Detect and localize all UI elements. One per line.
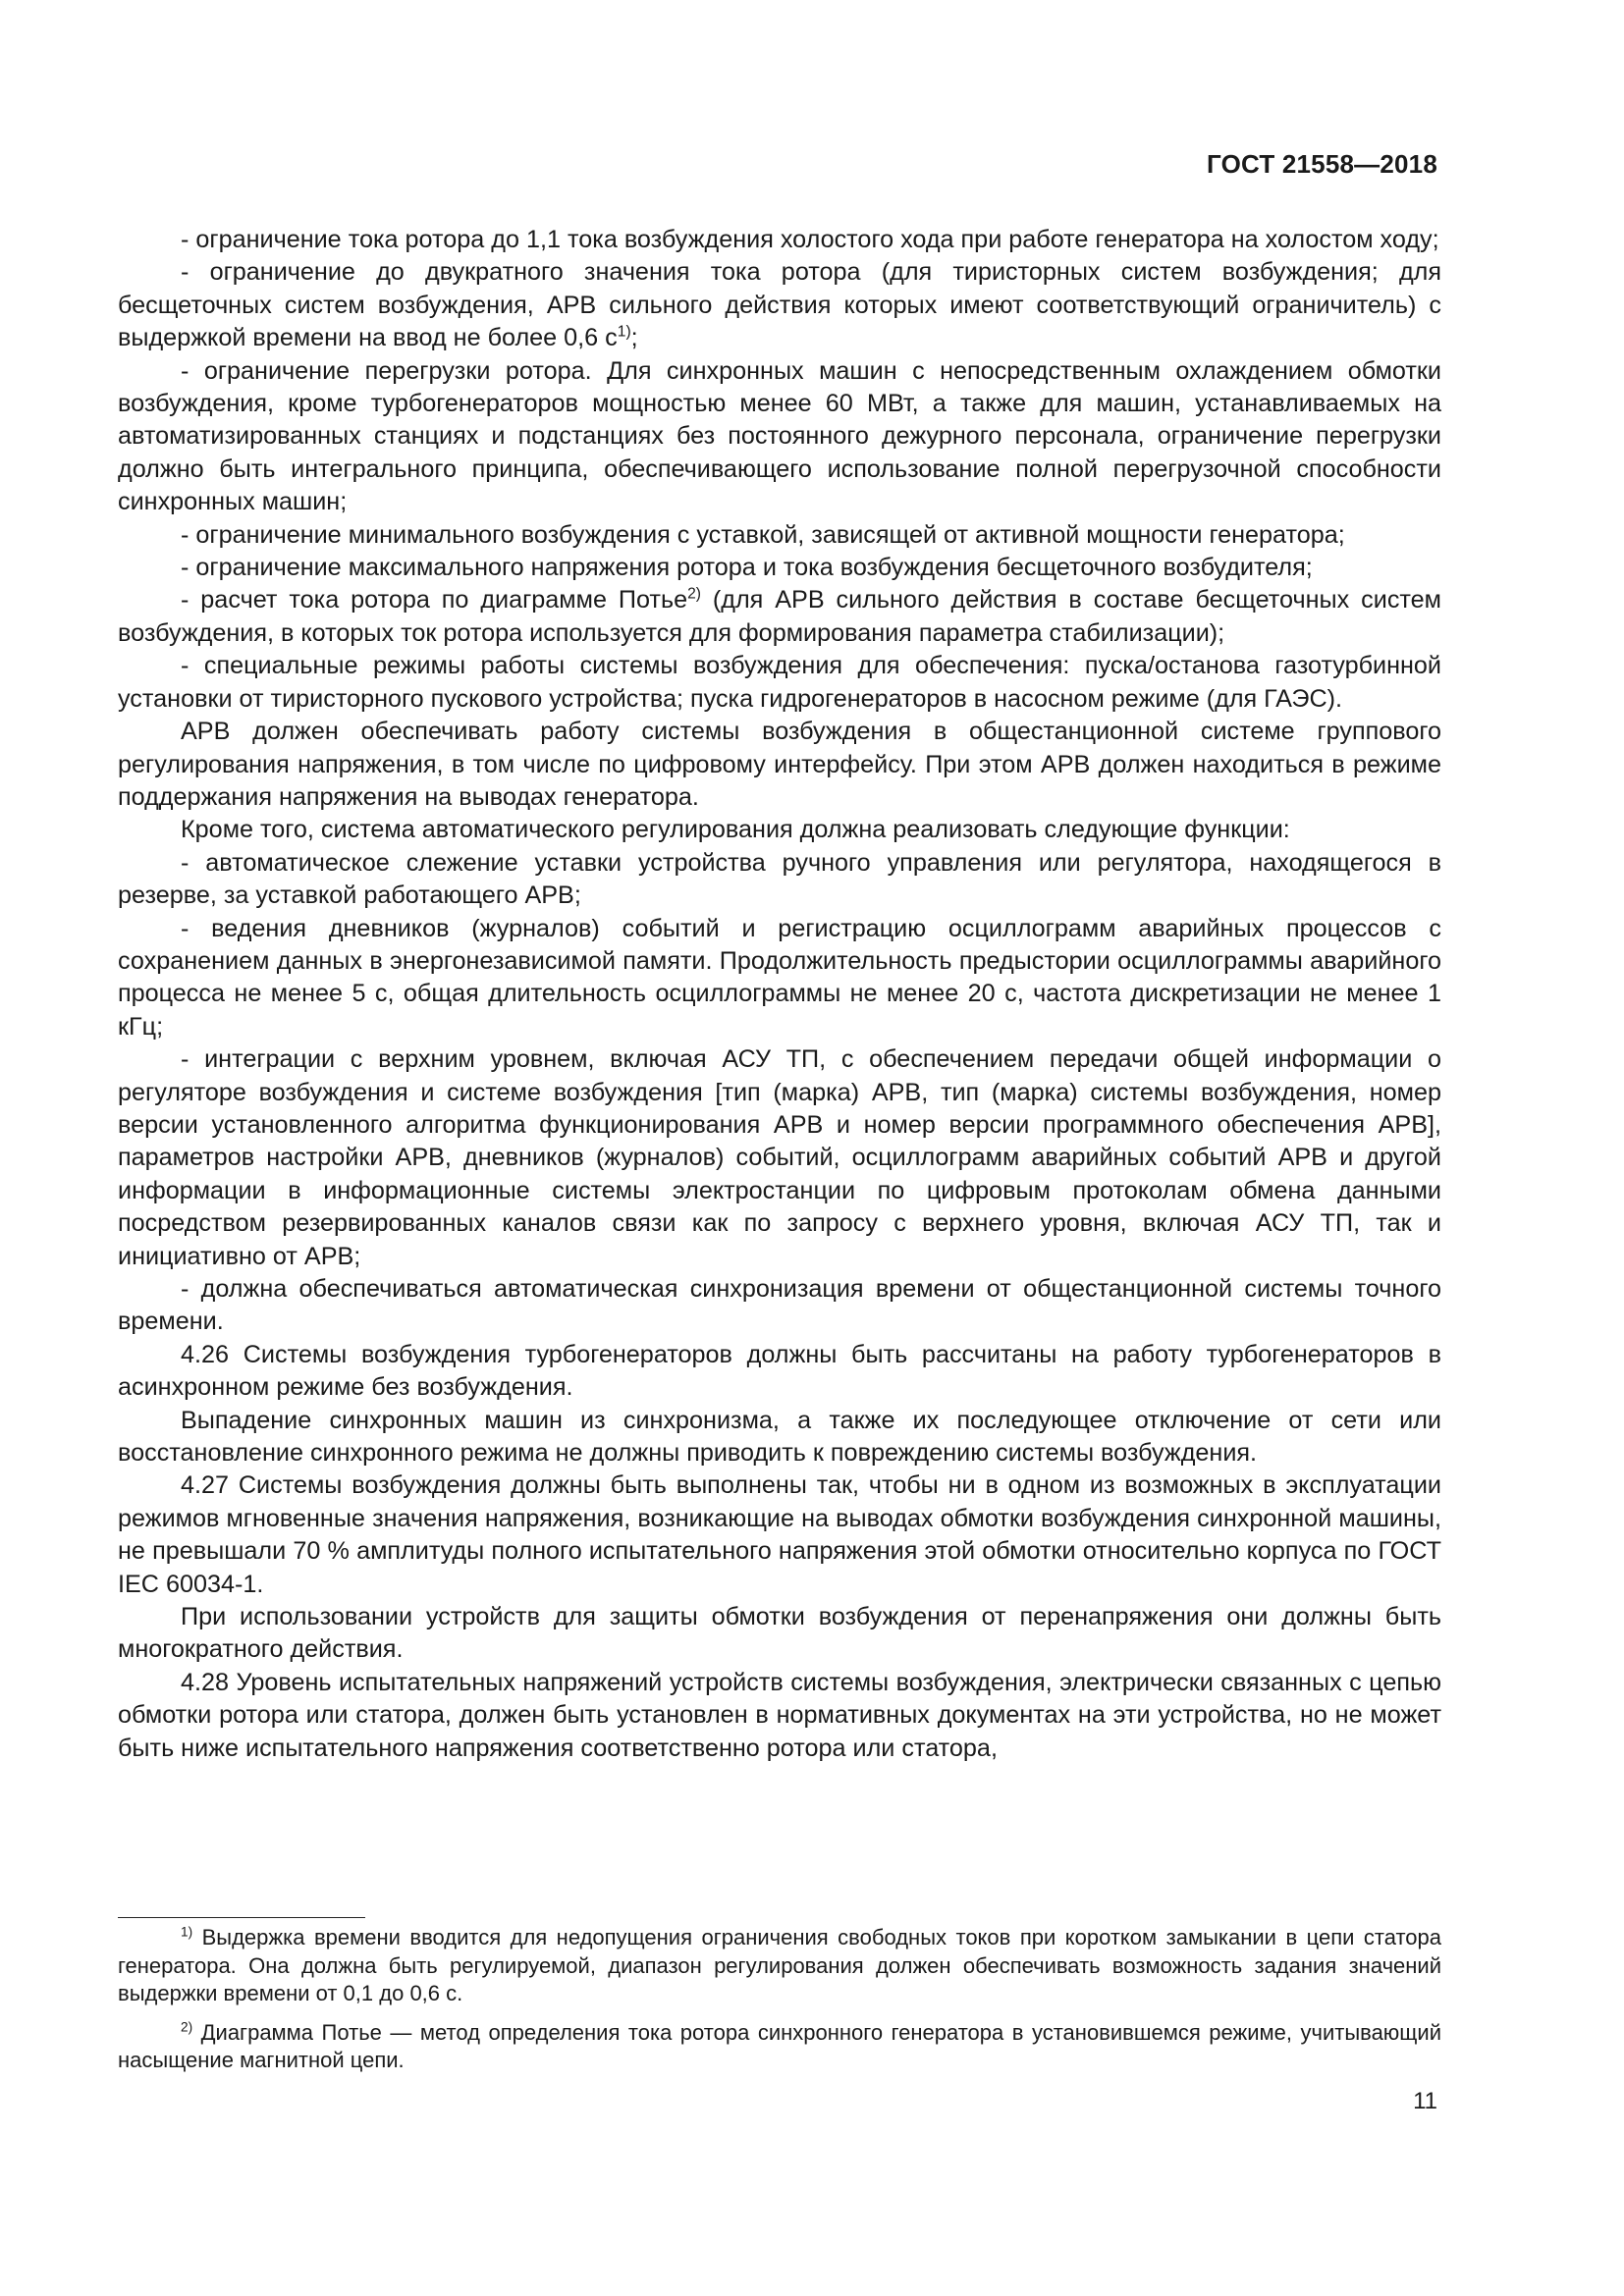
paragraph: Кроме того, система автоматического регулирования должна реализовать следующие функции: (181, 816, 1290, 844)
paragraph: 4.28 Уровень испытательных напряжений устройств системы возбуждения, электрически связанных с цепью обмотки ротора или статора, должен быть установлен в нормативных документах на эти устройства, но не может быть ниже испытательного напряжения соответственно ротора или статора, (118, 1668, 1441, 1762)
paragraph: При использовании устройств для защиты обмотки возбуждения от перенапряжения они должны быть многократного действия. (118, 1603, 1441, 1664)
footnotes (118, 1924, 1441, 2086)
document-header: ГОСТ 21558—2018 (1207, 149, 1437, 179)
main-text (118, 224, 1441, 1765)
paragraph: - ограничение максимального напряжения ротора и тока возбуждения бесщеточного возбудителя; (181, 554, 1313, 582)
paragraph: - интеграции с верхним уровнем, включая АСУ ТП, с обеспечением передачи общей информации о регуляторе возбуждения и системе возбуждения [тип (марка) АРВ, тип (марка) системы возбуждения, номер версии установленного алгоритма функционирования АРВ и номер версии программного обеспечения АРВ], параметров настройки АРВ, дневников (журналов) событий, осциллограмм аварийных событий АРВ и другой информации в информационные системы электростанции по цифровым протоколам обмена данными посредством резервированных каналов связи как по запросу с верхнего уровня, включая АСУ ТП, так и инициативно от АРВ; (118, 1045, 1441, 1270)
paragraph: - ограничение перегрузки ротора. Для синхронных машин с непосредственным охлаждением обмотки возбуждения, кроме турбогенераторов мощностью менее 60 МВт, а также для машин, устанавливаемых на автоматизированных станциях и подстанциях без постоянного дежурного персонала, ограничение перегрузки должно быть интегрального принципа, обеспечивающего использование полной перегрузочной способности синхронных машин; (118, 356, 1441, 516)
footnote-marker: 2) (181, 2019, 193, 2035)
paragraph: - ограничение тока ротора до 1,1 тока возбуждения холостого хода при работе генератора на холостом ходу; (181, 226, 1439, 253)
footnote-ref[interactable]: 1) (617, 323, 631, 341)
footnote: $^{1)}$ Выдержка времени вводится для недопущения ограничения свободных токов при коротком замыкании в цепи статора генератора. Она должна быть регулируемой, диапазон регулирования должен обеспечивать возможность задания значений выдержки времени от 0,1 до 0,6 с. (118, 1924, 1441, 2005)
paragraph: Выпадение синхронных машин из синхронизма, а также их последующее отключение от сети или восстановление синхронного режима не должны приводить к повреждению системы возбуждения. (118, 1406, 1441, 1468)
paragraph: - ограничение до двукратного значения тока ротора (для тиристорных систем возбуждения; для бесщеточных систем возбуждения, АРВ сильного действия которых имеют соответствующий ограничитель) с выдержкой времени на ввод не более 0,6 $с^{1)}$; (118, 258, 1441, 352)
page-number: 11 (1413, 2088, 1437, 2114)
paragraph: - автоматическое слежение уставки устройства ручного управления или регулятора, находящегося в резерве, за уставкой работающего АРВ; (118, 848, 1441, 910)
paragraph: 4.26 Системы возбуждения турбогенераторов должны быть рассчитаны на работу турбогенераторов в асинхронном режиме без возбуждения. (118, 1340, 1441, 1402)
footnote-ref[interactable]: 2) (687, 586, 701, 604)
paragraph: - ведения дневников (журналов) событий и регистрацию осциллограмм аварийных процессов с сохранением данных в энергонезависимой памяти. Продолжительность предыстории осциллограммы аварийного процесса не менее 5 с, общая длительность осциллограммы не менее 20 с, частота дискретизации не менее 1 кГц; (118, 914, 1441, 1041)
paragraph: 4.27 Системы возбуждения должны быть выполнены так, чтобы ни в одном из возможных в эксплуатации режимов мгновенные значения напряжения, возникающие на выводах обмотки возбуждения синхронной машины, не превышали 70 % амплитуды полного испытательного напряжения этой обмотки относительно корпуса по ГОСТ IEC 60034-1. (118, 1471, 1441, 1598)
paragraph: - должна обеспечиваться автоматическая синхронизация времени от общестанционной системы точного времени. (118, 1275, 1441, 1336)
paragraph: - расчет тока ротора по диаграмме Потье$^{2)}$ (для АРВ сильного действия в составе бесщеточных систем возбуждения, в которых ток ротора используется для формирования параметра стабилизации); (118, 586, 1441, 647)
footnote-marker: 1) (181, 1924, 193, 1940)
footnote-divider (118, 1917, 365, 1918)
paragraph: - специальные режимы работы системы возбуждения для обеспечения: пуска/останова газотурбинной установки от тиристорного пускового устройства; пуска гидрогенераторов в насосном режиме (для ГАЭС). (118, 652, 1441, 713)
paragraph: - ограничение минимального возбуждения с уставкой, зависящей от активной мощности генератора; (181, 520, 1345, 549)
footnote: $^{2)}$ Диаграмма Потье — метод определения тока ротора синхронного генератора в установившемся режиме, учитывающий насыщение магнитной цепи. (118, 2019, 1441, 2072)
paragraph: АРВ должен обеспечивать работу системы возбуждения в общестанционной системе группового регулирования напряжения, в том числе по цифровому интерфейсу. При этом АРВ должен находиться в режиме поддержания напряжения на выводах генератора. (118, 718, 1441, 811)
